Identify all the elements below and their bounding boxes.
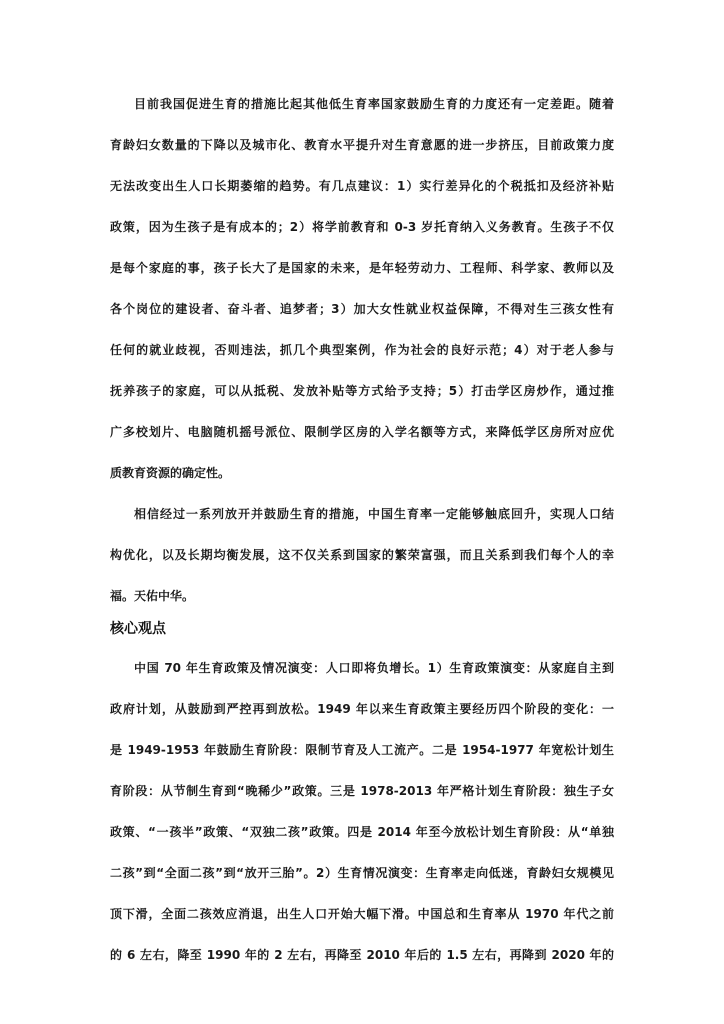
paragraph3-line-5: 政策、“一孩半”政策、“双独二孩”政策。四是 2014 年至今放松计划生育阶段：从“单独 bbox=[110, 825, 614, 839]
section-heading: 核心观点 bbox=[110, 621, 166, 637]
paragraph3-line-3: 是 1949-1953 年鼓励生育阶段：限制节育及人工流产。二是 1954-1977 年宽松计划生 bbox=[110, 743, 614, 757]
paragraph3-line-2: 政府计划，从鼓励到严控再到放松。1949 年以来生育政策主要经历四个阶段的变化：一 bbox=[110, 702, 614, 716]
paragraph3-line-7: 顶下滑，全面二孩效应消退，出生人口开始大幅下滑。中国总和生育率从 1970 年代之前 bbox=[110, 907, 614, 921]
paragraph1-line-10: 质教育资源的确定性。 bbox=[110, 466, 231, 480]
paragraph1-line-6: 各个岗位的建设者、奋斗者、追梦者；3）加大女性就业权益保障，不得对生三孩女性有 bbox=[110, 302, 614, 316]
paragraph1-line-2: 育龄妇女数量的下降以及城市化、教育水平提升对生育意愿的进一步挤压，目前政策力度 bbox=[110, 138, 614, 152]
paragraph3-line-6: 二孩”到“全面二孩”到“放开三胎”。2）生育情况演变：生育率走向低迷，育龄妇女规模见 bbox=[110, 866, 614, 880]
paragraph3-line-1: 中国 70 年生育政策及情况演变：人口即将负增长。1）生育政策演变：从家庭自主到 bbox=[134, 661, 614, 675]
paragraph2-line-2: 构优化，以及长期均衡发展，这不仅关系到国家的繁荣富强，而且关系到我们每个人的幸 bbox=[110, 548, 614, 562]
paragraph2-line-1: 相信经过一系列放开并鼓励生育的措施，中国生育率一定能够触底回升，实现人口结 bbox=[134, 507, 614, 521]
paragraph1-line-5: 是每个家庭的事，孩子长大了是国家的未来，是年轻劳动力、工程师、科学家、教师以及 bbox=[110, 261, 614, 275]
paragraph3-line-8: 的 6 左右，降至 1990 年的 2 左右，再降至 2010 年后的 1.5 左右，再降到 2020 年的 bbox=[110, 948, 614, 962]
paragraph1-line-3: 无法改变出生人口长期萎缩的趋势。有几点建议：1）实行差异化的个税抵扣及经济补贴 bbox=[110, 179, 614, 193]
paragraph1-line-1: 目前我国促进生育的措施比起其他低生育率国家鼓励生育的力度还有一定差距。随着 bbox=[134, 97, 614, 111]
paragraph1-line-7: 任何的就业歧视，否则违法，抓几个典型案例，作为社会的良好示范；4）对于老人参与 bbox=[110, 343, 614, 357]
paragraph1-line-8: 抚养孩子的家庭，可以从抵税、发放补贴等方式给予支持；5）打击学区房炒作，通过推 bbox=[110, 384, 614, 398]
paragraph2-line-3: 福。天佑中华。 bbox=[110, 589, 195, 603]
paragraph1-line-4: 政策，因为生孩子是有成本的；2）将学前教育和 0-3 岁托育纳入义务教育。生孩子不仅 bbox=[110, 220, 614, 234]
paragraph1-line-9: 广多校划片、电脑随机摇号派位、限制学区房的入学名额等方式，来降低学区房所对应优 bbox=[110, 425, 614, 439]
paragraph3-line-4: 育阶段：从节制生育到“晚稀少”政策。三是 1978-2013 年严格计划生育阶段：独生子女 bbox=[110, 784, 614, 798]
